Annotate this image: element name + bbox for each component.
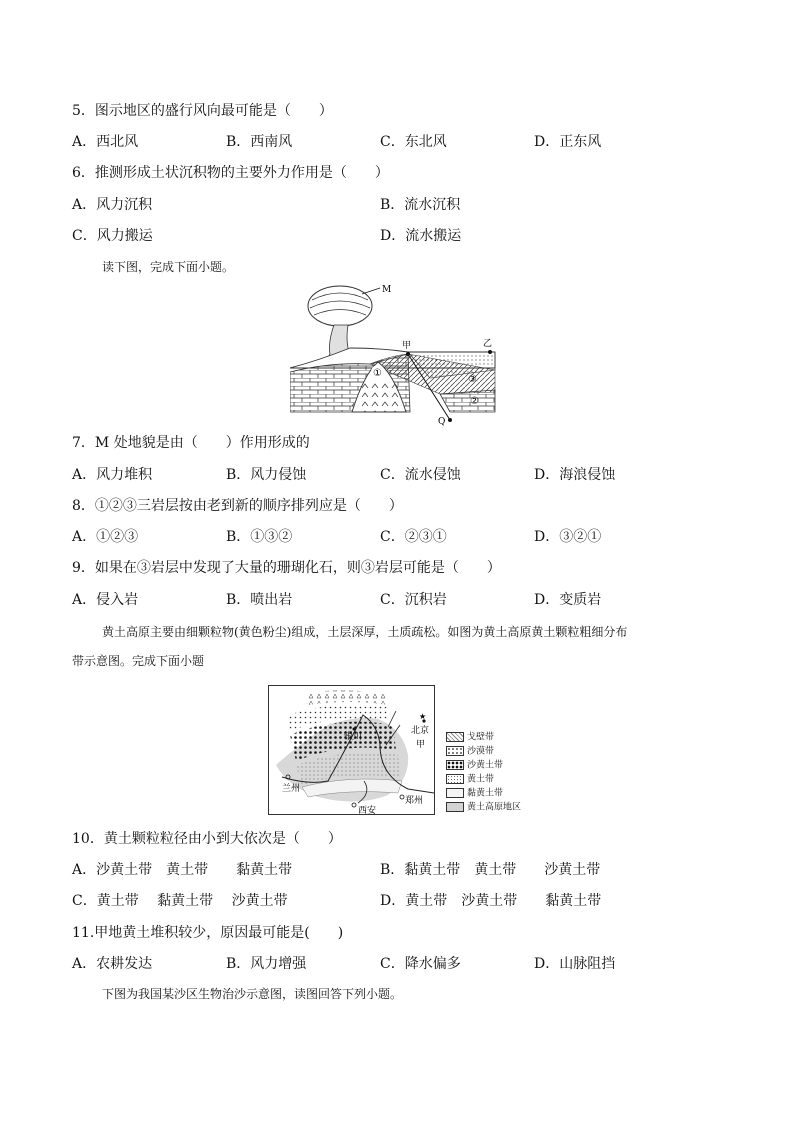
q5-option-b[interactable]: B．西南风 [226,134,293,150]
label-q: Q [438,417,446,427]
question-7-stem: 7．M 处地貌是由（ ）作用形成的 [72,435,310,451]
label-rock-2: ② [470,396,479,407]
q11-option-c[interactable]: C．降水偏多 [380,956,461,972]
intro-text-2-line2: 带示意图。完成下面小题 [72,654,205,668]
q6-option-d[interactable]: D．流水搬运 [380,228,462,244]
label-m: M [382,285,392,295]
q6-option-b[interactable]: B．流水沉积 [380,197,461,213]
q7-option-c[interactable]: C．流水侵蚀 [380,467,461,483]
q9-option-d[interactable]: D．变质岩 [534,592,602,608]
legend-swatch-plateau-region [446,802,464,812]
label-xian: 西安 [358,806,377,815]
question-10-stem: 10．黄土颗粒粒径由小到大依次是（ ） [72,831,342,847]
question-11-stem: 11.甲地黄土堆积较少，原因最可能是( ) [72,925,344,941]
geology-cross-section-figure [290,282,500,428]
legend-swatch-clayey-loess [446,788,464,798]
q7-option-b[interactable]: B．风力侵蚀 [226,467,307,483]
q8-option-d[interactable]: D．③②① [534,529,602,545]
legend-label-loess: 黄土带 [467,774,495,785]
q8-option-b[interactable]: B．①③② [226,529,293,545]
label-zhengzhou: 郑州 [405,796,424,806]
question-8-stem: 8．①②③三岩层按由老到新的顺序排列应是（ ） [72,498,403,514]
q8-option-a[interactable]: A．①②③ [72,529,139,545]
legend-label-desert: 沙漠带 [467,746,495,757]
q10-option-a[interactable]: A．沙黄土带 黄土带 黏黄土带 [72,862,293,878]
legend-clayey-loess [446,788,503,800]
q10-option-d[interactable]: D．黄土带 沙黄土带 黏黄土带 [380,893,602,909]
label-jia: 甲 [402,341,412,351]
q11-option-a[interactable]: A．农耕发达 [72,956,153,972]
legend-label-clayey-loess: 黏黄土带 [467,788,504,799]
question-5-stem: 5．图示地区的盛行风向最可能是（ ） [72,103,333,119]
legend-swatch-sandy-loess [446,760,464,770]
label-lanzhou: 兰州 [282,784,301,794]
q5-option-d[interactable]: D．正东风 [534,134,602,150]
intro-text-3: 下图为我国某沙区生物治沙示意图，读图回答下列小题。 [102,987,403,1001]
intro-text-2-line1: 黄土高原主要由细颗粒物(黄色粉尘)组成，土层深厚，土质疏松。如图为黄土高原黄土颗粒粗细分布 [102,625,628,639]
legend-swatch-loess [446,774,464,784]
legend-swatch-desert [446,746,464,756]
q5-option-c[interactable]: C．东北风 [380,134,447,150]
question-9-stem: 9．如果在③岩层中发现了大量的珊瑚化石，则③岩层可能是（ ） [72,560,501,576]
svg-text:★: ★ [419,712,427,721]
q7-option-d[interactable]: D．海浪侵蚀 [534,467,616,483]
q9-option-b[interactable]: B．喷出岩 [226,592,293,608]
q5-option-a[interactable]: A．西北风 [72,134,139,150]
q6-option-c[interactable]: C．风力搬运 [72,228,153,244]
question-6-stem: 6．推测形成土状沉积物的主要外力作用是（ ） [72,165,389,181]
legend-loess [446,774,494,786]
legend-gobi [446,732,494,744]
legend-label-gobi: 戈壁带 [467,732,495,743]
q9-option-a[interactable]: A．侵入岩 [72,592,139,608]
q7-option-a[interactable]: A．风力堆积 [72,467,153,483]
q9-option-c[interactable]: C．沉积岩 [380,592,447,608]
legend-label-sandy-loess: 沙黄土带 [467,760,504,771]
legend-swatch-gobi [446,732,464,742]
label-yinchuan: 银川 [344,732,363,742]
label-yi: 乙 [483,339,493,349]
label-jia-map: 甲 [416,740,426,750]
legend-desert [446,746,494,758]
legend-sandy-loess [446,760,503,772]
q10-option-b[interactable]: B．黏黄土带 黄土带 沙黄土带 [380,862,601,878]
label-rock-1: ① [373,368,382,379]
legend-plateau-region [446,802,521,814]
label-rock-3: ③ [468,374,477,385]
q8-option-c[interactable]: C．②③① [380,529,447,545]
q6-option-a[interactable]: A．风力沉积 [72,197,153,213]
legend-label-plateau-region: 黄土高原地区 [467,802,522,813]
q11-option-d[interactable]: D．山脉阻挡 [534,956,616,972]
intro-text-1: 读下图，完成下面小题。 [102,260,235,274]
label-beijing: 北京 [411,726,430,736]
q10-option-c[interactable]: C．黄土带 黏黄土带 沙黄土带 [72,893,288,909]
q11-option-b[interactable]: B．风力增强 [226,956,307,972]
